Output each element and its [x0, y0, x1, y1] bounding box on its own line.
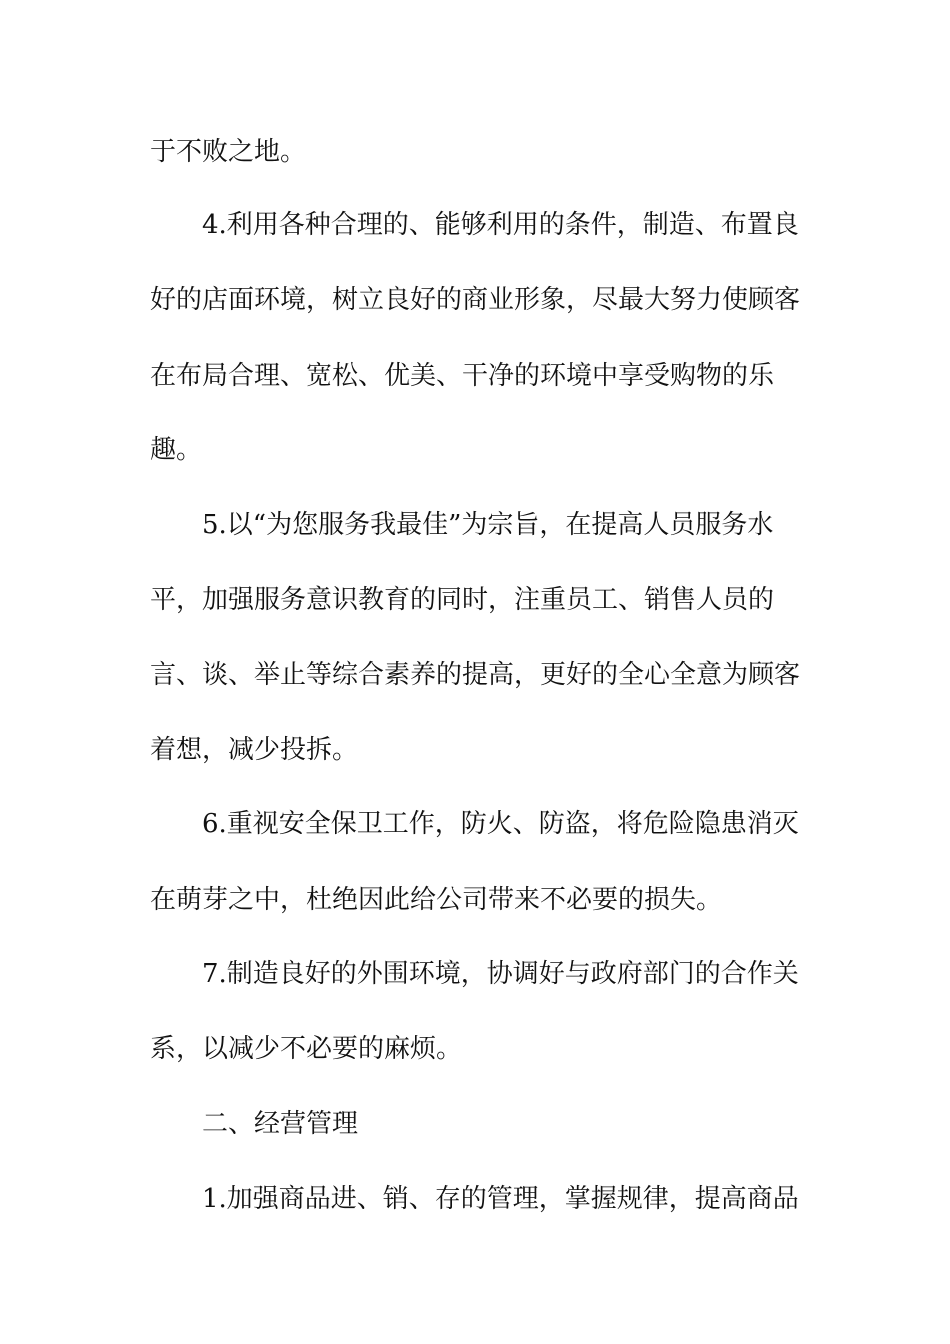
text-line: 系，以减少不必要的麻烦。: [150, 1034, 463, 1064]
item-1-line: 1.加强商品进、销、存的管理，掌握规律，提高商品: [202, 1184, 799, 1214]
text-line: 着想，减少投拆。: [150, 735, 359, 765]
section-heading: 二、经营管理: [202, 1109, 359, 1139]
text-line: 在布局合理、宽松、优美、干净的环境中享受购物的乐: [150, 361, 775, 391]
text-line: 好的店面环境，树立良好的商业形象，尽最大努力使顾客: [150, 285, 801, 315]
text-line: 趣。: [150, 435, 203, 465]
item-5-line: 5.以“为您服务我最佳”为宗旨，在提高人员服务水: [202, 510, 774, 540]
item-7-line: 7.制造良好的外围环境，协调好与政府部门的合作关: [202, 959, 799, 989]
item-6-line: 6.重视安全保卫工作，防火、防盗，将危险隐患消灭: [202, 809, 799, 839]
text-line: 于不败之地。: [150, 137, 307, 167]
text-line: 在萌芽之中，杜绝因此给公司带来不必要的损失。: [150, 885, 723, 915]
text-line: 言、谈、举止等综合素养的提高，更好的全心全意为顾客: [150, 660, 801, 690]
item-4-line: 4.利用各种合理的、能够利用的条件，制造、布置良: [202, 210, 799, 240]
text-line: 平，加强服务意识教育的同时，注重员工、销售人员的: [150, 585, 775, 615]
